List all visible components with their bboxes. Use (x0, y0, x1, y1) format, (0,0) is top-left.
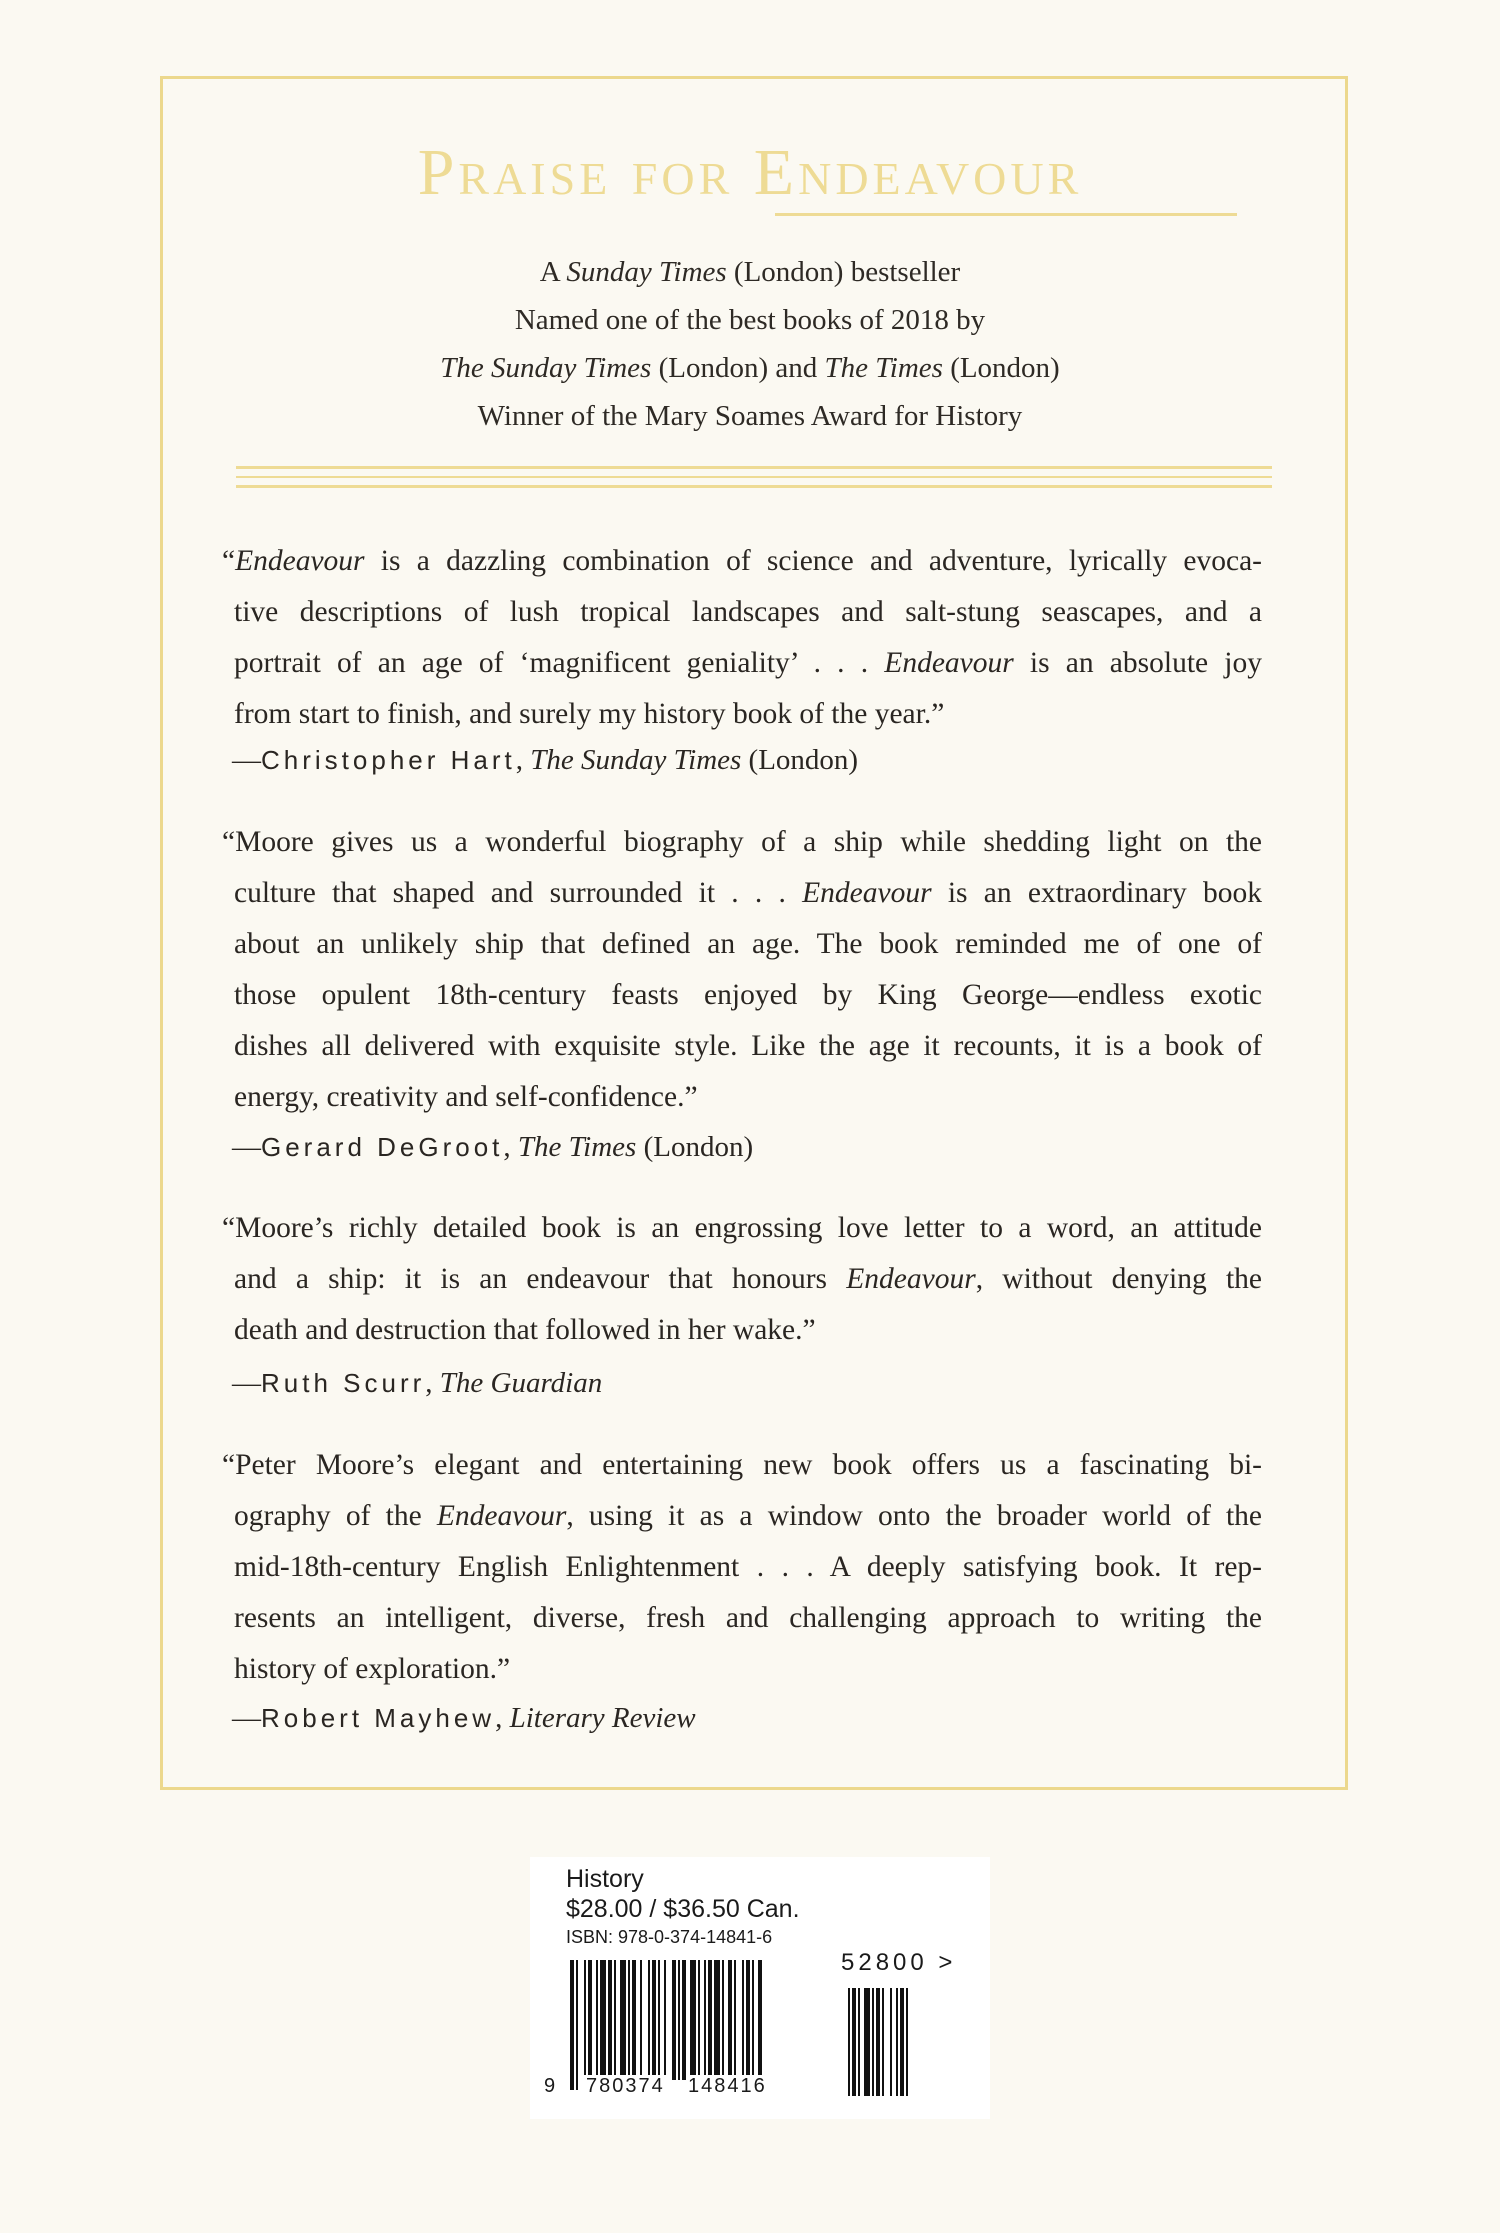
accolade-best-books: Named one of the best books of 2018 by (514, 304, 986, 336)
quote-line: death and destruction that followed in her wake.” (234, 1314, 816, 1346)
barcode-bar (682, 1960, 686, 2080)
barcode-bar (746, 1960, 750, 2080)
barcode-bar (708, 1960, 712, 2080)
decorative-rules (236, 466, 1272, 495)
barcode-bar (704, 1960, 706, 2080)
quote-line: “Moore’s richly detailed book is an engrossing love letter to a word, an attitude (222, 1212, 1262, 1244)
barcode-bar (690, 1960, 696, 2080)
barcode-bar (658, 1960, 660, 2080)
attribution-source: The Sunday Times (530, 744, 742, 776)
addon-barcode-bar (848, 1988, 850, 2096)
accolades (0, 248, 1500, 440)
addon-barcode-bar (876, 1988, 880, 2096)
rule-line (236, 476, 1272, 478)
barcode-bar (742, 1960, 744, 2080)
addon-barcode-bar (906, 1988, 908, 2096)
price-barcode-sticker (530, 1857, 990, 2119)
barcode-digits-right: 148416 (688, 2075, 767, 2097)
isbn-label: ISBN: 978-0-374-14841-6 (566, 1927, 773, 1947)
quote-line: “Endeavour is a dazzling combination of science and adventure, lyrically evoca- (222, 545, 1262, 577)
barcode-bar (648, 1960, 650, 2080)
attribution-mayhew: —Robert Mayhew, Literary Review (232, 1702, 696, 1734)
barcode-bar (752, 1960, 754, 2080)
addon-barcode-bar (900, 1988, 904, 2096)
quote-line: from start to finish, and surely my history book of the year.” (234, 698, 945, 730)
attribution-name: Christopher Hart (261, 745, 516, 775)
accolade-award: Winner of the Mary Soames Award for History (477, 400, 1023, 432)
barcode-bar (576, 1960, 578, 2090)
barcode-bar (608, 1960, 612, 2080)
quote-line: portrait of an age of ‘magnificent geniality’ . . . Endeavour is an absolute joy (234, 647, 1262, 679)
addon-barcode-bar (864, 1988, 870, 2096)
quote-degroot (222, 817, 1262, 1123)
attribution-scurr: —Ruth Scurr, The Guardian (232, 1367, 603, 1399)
barcode-bar (734, 1960, 736, 2080)
accolade-bestseller: A Sunday Times (London) bestseller (539, 256, 961, 288)
barcode-bar (620, 1960, 626, 2080)
quote-line: history of exploration.” (234, 1653, 511, 1685)
attribution-source: The Guardian (439, 1367, 603, 1399)
quote-line: culture that shaped and surrounded it . . . Endeavour is an extraordinary book (234, 877, 1262, 909)
rule-line (236, 485, 1272, 488)
price-label: $28.00 / $36.50 Can. (566, 1895, 800, 1923)
quote-line: energy, creativity and self-confidence.” (234, 1081, 698, 1113)
barcode-bar (652, 1960, 656, 2080)
addon-barcode-bar (890, 1988, 892, 2096)
barcode-bar (640, 1960, 642, 2080)
barcode-bar (672, 1960, 676, 2080)
addon-barcode-bar (858, 1988, 860, 2096)
barcode-bar (714, 1960, 720, 2080)
barcode-bar (758, 1960, 762, 2090)
quote-mayhew (222, 1440, 1262, 1695)
barcode-bar (588, 1960, 592, 2080)
barcode-bar (728, 1960, 732, 2080)
title-underline (775, 213, 1237, 216)
addon-barcode-bar (852, 1988, 856, 2096)
addon-barcode-bar (872, 1988, 874, 2096)
barcode-bar (664, 1960, 666, 2080)
page-title: Praise for Endeavour (417, 136, 1083, 209)
attribution-hart: —Christopher Hart, The Sunday Times (London) (232, 744, 859, 776)
barcode-digit-first: 9 (544, 2075, 558, 2097)
quote-line: “Moore gives us a wonderful biography of a ship while shedding light on the (222, 826, 1262, 858)
quote-line: mid-18th-century English Enlightenment . . . A deeply satisfying book. It rep- (234, 1551, 1262, 1583)
quote-line: and a ship: it is an endeavour that honours Endeavour, without denying the (234, 1263, 1262, 1295)
barcode-bar (584, 1960, 586, 2080)
barcode-bar (632, 1960, 636, 2080)
quote-line: about an unlikely ship that defined an age. The book reminded me of one of (234, 928, 1262, 960)
price-code-label: 52800 > (841, 1949, 957, 1976)
barcode-bar (678, 1960, 680, 2080)
quote-line: “Peter Moore’s elegant and entertaining new book offers us a fascinating bi- (222, 1449, 1262, 1481)
quote-line: those opulent 18th-century feasts enjoyed by King George—endless exotic (234, 979, 1262, 1011)
quote-scurr (222, 1203, 1262, 1356)
barcode-bar (628, 1960, 630, 2080)
accolade-publications: The Sunday Times (London) and The Times (London) (440, 352, 1060, 384)
attribution-name: Robert Mayhew (261, 1703, 496, 1733)
quote-line: resents an intelligent, diverse, fresh and challenging approach to writing the (234, 1602, 1262, 1634)
attribution-source: The Times (517, 1131, 637, 1163)
barcode-digits-left: 780374 (586, 2075, 665, 2097)
barcode-bar (614, 1960, 616, 2080)
attribution-name: Ruth Scurr (261, 1368, 426, 1398)
barcode-bar (570, 1960, 574, 2090)
addon-barcode-bar (896, 1988, 898, 2096)
quote-hart (222, 536, 1262, 740)
barcode-bar (600, 1960, 606, 2080)
quote-line: ography of the Endeavour, using it as a window onto the broader world of the (234, 1500, 1263, 1532)
attribution-name: Gerard DeGroot (261, 1132, 504, 1162)
quote-line: dishes all delivered with exquisite style. Like the age it recounts, it is a book of (234, 1030, 1262, 1062)
category-label: History (566, 1865, 644, 1893)
barcode-bar (698, 1960, 700, 2080)
barcode-bar (722, 1960, 724, 2080)
attribution-degroot: —Gerard DeGroot, The Times (London) (232, 1131, 754, 1163)
attribution-source: Literary Review (509, 1702, 696, 1734)
addon-barcode-bar (882, 1988, 884, 2096)
barcode-bar (596, 1960, 598, 2080)
quote-line: tive descriptions of lush tropical landscapes and salt-stung seascapes, and a (234, 596, 1262, 628)
rule-line (236, 466, 1272, 469)
